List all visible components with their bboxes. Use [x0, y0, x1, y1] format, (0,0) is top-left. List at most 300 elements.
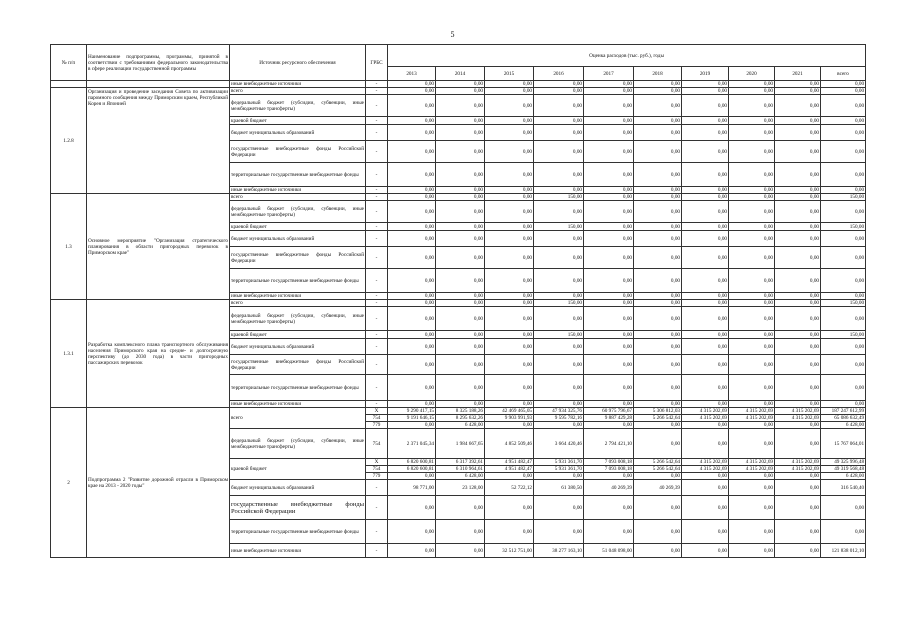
value-cell: 0,00 — [682, 544, 729, 558]
value-cell: 0,00 — [485, 88, 534, 95]
value-cell: 0,00 — [775, 401, 821, 408]
value-cell: 150,00 — [534, 331, 584, 339]
value-cell: 0,00 — [682, 375, 729, 401]
value-cell: 0,00 — [729, 247, 775, 269]
source-cell: федеральный бюджет (субсидии, субвенции, иные межбюджетные трансферты) — [230, 201, 366, 223]
value-cell: 0,00 — [775, 422, 821, 429]
value-cell: 0,00 — [436, 163, 485, 187]
value-cell: 0,00 — [584, 331, 634, 339]
value-cell: 0,00 — [388, 307, 436, 331]
source-cell: территориальные государственные внебюджетные фонды — [230, 375, 366, 401]
source-cell: бюджет муниципальных образований — [230, 231, 366, 247]
value-cell: 0,00 — [534, 375, 584, 401]
value-cell: 0,00 — [436, 95, 485, 117]
value-cell: 5 931 361,70 — [534, 459, 584, 466]
value-cell: 0,00 — [485, 331, 534, 339]
value-cell: 0,00 — [634, 355, 682, 375]
grbs-cell: - — [366, 81, 388, 88]
value-cell: 0,00 — [634, 520, 682, 544]
value-cell: 150,00 — [821, 194, 866, 201]
source-cell: государственные внебюджетные фонды Российской Федерации — [230, 355, 366, 375]
value-cell: 0,00 — [436, 231, 485, 247]
value-cell: 0,00 — [436, 339, 485, 355]
value-cell: 0,00 — [485, 375, 534, 401]
value-cell: 0,00 — [634, 307, 682, 331]
value-cell: 0,00 — [388, 293, 436, 300]
value-cell: 5 266 542,64 — [634, 466, 682, 473]
value-cell: 0,00 — [584, 163, 634, 187]
value-cell: 0,00 — [729, 520, 775, 544]
value-cell: 0,00 — [485, 247, 534, 269]
grbs-cell: - — [366, 163, 388, 187]
value-cell: 49 325 996,48 — [821, 459, 866, 466]
value-cell: 0,00 — [436, 355, 485, 375]
value-cell: 4 315 202,69 — [775, 415, 821, 422]
page-number: 5 — [450, 30, 455, 39]
value-cell: 0,00 — [821, 88, 866, 95]
grbs-cell: - — [366, 117, 388, 125]
grbs-cell: - — [366, 375, 388, 401]
value-cell: 0,00 — [682, 401, 729, 408]
value-cell: 0,00 — [821, 125, 866, 141]
value-cell: 0,00 — [775, 480, 821, 496]
value-cell: 0,00 — [485, 163, 534, 187]
value-cell: 0,00 — [485, 401, 534, 408]
value-cell: 0,00 — [682, 520, 729, 544]
value-cell: 0,00 — [388, 300, 436, 307]
value-cell: 0,00 — [388, 223, 436, 231]
grbs-cell: - — [366, 269, 388, 293]
value-cell: 4 315 202,69 — [729, 459, 775, 466]
value-cell: 0,00 — [729, 81, 775, 88]
value-cell: 8 325 188,26 — [436, 408, 485, 415]
value-cell: 6 428,00 — [436, 422, 485, 429]
value-cell: 0,00 — [485, 293, 534, 300]
value-cell: 0,00 — [634, 88, 682, 95]
value-cell: 0,00 — [584, 307, 634, 331]
table-row — [51, 81, 866, 88]
grbs-cell: 779 — [366, 422, 388, 429]
value-cell: 0,00 — [634, 117, 682, 125]
source-cell: государственные внебюджетные фонды Российской Федерации — [230, 141, 366, 163]
grbs-cell: - — [366, 355, 388, 375]
value-cell: 0,00 — [729, 401, 775, 408]
value-cell: 4 315 202,69 — [682, 459, 729, 466]
value-cell: 8 295 632,26 — [436, 415, 485, 422]
value-cell: 0,00 — [436, 223, 485, 231]
source-cell: государственные внебюджетные фонды Российской Федерации — [230, 247, 366, 269]
value-cell: 0,00 — [729, 496, 775, 520]
value-cell: 0,00 — [775, 331, 821, 339]
source-cell: всего — [230, 408, 366, 429]
value-cell: 0,00 — [485, 496, 534, 520]
value-cell: 0,00 — [775, 223, 821, 231]
source-cell: краевой бюджет — [230, 459, 366, 480]
value-cell: 0,00 — [682, 355, 729, 375]
value-cell: 0,00 — [682, 339, 729, 355]
value-cell: 5 931 361,70 — [534, 466, 584, 473]
section-number: 1.2.8 — [51, 88, 87, 194]
value-cell: 0,00 — [682, 496, 729, 520]
value-cell: 0,00 — [775, 429, 821, 459]
value-cell: 0,00 — [634, 496, 682, 520]
value-cell: 0,00 — [682, 125, 729, 141]
value-cell: 2 371 045,34 — [388, 429, 436, 459]
value-cell: 0,00 — [821, 187, 866, 194]
value-cell: 0,00 — [388, 141, 436, 163]
value-cell: 0,00 — [584, 293, 634, 300]
value-cell: 0,00 — [584, 247, 634, 269]
value-cell: 0,00 — [584, 194, 634, 201]
value-cell: 0,00 — [584, 117, 634, 125]
value-cell: 0,00 — [775, 231, 821, 247]
value-cell: 9 191 646,15 — [388, 415, 436, 422]
value-cell: 0,00 — [729, 375, 775, 401]
value-cell: 0,00 — [729, 480, 775, 496]
value-cell: 0,00 — [485, 141, 534, 163]
value-cell: 0,00 — [775, 201, 821, 223]
value-cell: 0,00 — [584, 520, 634, 544]
value-cell: 0,00 — [485, 269, 534, 293]
value-cell: 0,00 — [729, 125, 775, 141]
value-cell: 0,00 — [729, 422, 775, 429]
value-cell: 0,00 — [388, 331, 436, 339]
value-cell: 0,00 — [634, 473, 682, 480]
value-cell: 0,00 — [775, 194, 821, 201]
value-cell: 0,00 — [388, 544, 436, 558]
value-cell: 0,00 — [584, 95, 634, 117]
grbs-cell: - — [366, 307, 388, 331]
grbs-cell: - — [366, 231, 388, 247]
value-cell: 0,00 — [729, 269, 775, 293]
value-cell: 0,00 — [584, 339, 634, 355]
value-cell: 0,00 — [485, 473, 534, 480]
value-cell: 0,00 — [775, 247, 821, 269]
value-cell: 0,00 — [584, 300, 634, 307]
value-cell: 0,00 — [436, 194, 485, 201]
value-cell: 0,00 — [775, 300, 821, 307]
value-cell: 9 595 782,16 — [534, 415, 584, 422]
source-cell: федеральный бюджет (субсидии, субвенции, иные межбюджетные трансферты) — [230, 307, 366, 331]
value-cell: 0,00 — [584, 473, 634, 480]
value-cell: 0,00 — [584, 141, 634, 163]
value-cell: 0,00 — [388, 81, 436, 88]
value-cell: 150,00 — [821, 300, 866, 307]
value-cell: 0,00 — [436, 496, 485, 520]
value-cell: 0,00 — [682, 141, 729, 163]
value-cell: 0,00 — [534, 187, 584, 194]
value-cell: 0,00 — [584, 125, 634, 141]
source-cell: всего — [230, 300, 366, 307]
value-cell: 0,00 — [682, 231, 729, 247]
source-cell: иные внебюджетные источники — [230, 401, 366, 408]
value-cell: 0,00 — [436, 117, 485, 125]
value-cell: 0,00 — [682, 95, 729, 117]
value-cell: 61 380,50 — [534, 480, 584, 496]
value-cell: 9 887 429,28 — [584, 415, 634, 422]
value-cell: 0,00 — [485, 95, 534, 117]
value-cell: 4 315 202,69 — [729, 408, 775, 415]
value-cell: 0,00 — [534, 141, 584, 163]
value-cell: 51 048 098,00 — [584, 544, 634, 558]
value-cell: 0,00 — [682, 223, 729, 231]
value-cell: 0,00 — [775, 339, 821, 355]
value-cell: 0,00 — [821, 231, 866, 247]
value-cell: 4 315 202,69 — [729, 466, 775, 473]
value-cell: 150,00 — [534, 223, 584, 231]
value-cell: 0,00 — [388, 269, 436, 293]
value-cell: 0,00 — [584, 375, 634, 401]
value-cell: 0,00 — [821, 201, 866, 223]
value-cell: 0,00 — [388, 422, 436, 429]
value-cell: 0,00 — [485, 194, 534, 201]
section-number: 2 — [51, 408, 87, 558]
grbs-cell: - — [366, 194, 388, 201]
value-cell: 0,00 — [634, 269, 682, 293]
header-year: 2014 — [436, 67, 485, 81]
grbs-cell: - — [366, 223, 388, 231]
value-cell: 0,00 — [436, 141, 485, 163]
value-cell: 0,00 — [584, 201, 634, 223]
value-cell: 0,00 — [634, 422, 682, 429]
value-cell: 47 934 325,76 — [534, 408, 584, 415]
source-cell: иные внебюджетные источники — [230, 81, 366, 88]
value-cell: 121 838 012,10 — [821, 544, 866, 558]
value-cell: 4 315 202,69 — [775, 466, 821, 473]
value-cell: 0,00 — [682, 429, 729, 459]
section-number: 1.3.1 — [51, 300, 87, 408]
value-cell: 0,00 — [821, 496, 866, 520]
grbs-cell: 754 — [366, 429, 388, 459]
value-cell: 6 820 600,81 — [388, 459, 436, 466]
value-cell: 0,00 — [534, 81, 584, 88]
value-cell: 0,00 — [634, 187, 682, 194]
value-cell: 0,00 — [821, 339, 866, 355]
value-cell: 0,00 — [775, 293, 821, 300]
value-cell: 4 852 509,46 — [485, 429, 534, 459]
grbs-cell: - — [366, 480, 388, 496]
value-cell: 0,00 — [682, 480, 729, 496]
value-cell: 0,00 — [634, 141, 682, 163]
value-cell: 0,00 — [388, 401, 436, 408]
value-cell: 0,00 — [388, 231, 436, 247]
grbs-cell: - — [366, 339, 388, 355]
value-cell: 0,00 — [821, 401, 866, 408]
value-cell: 150,00 — [534, 194, 584, 201]
source-cell: всего — [230, 88, 366, 95]
source-cell: государственные внебюджетные фонды Российской Федерации — [230, 496, 366, 520]
value-cell: 7 093 008,18 — [584, 459, 634, 466]
value-cell: 0,00 — [485, 231, 534, 247]
value-cell: 0,00 — [436, 520, 485, 544]
value-cell: 0,00 — [534, 339, 584, 355]
value-cell: 0,00 — [729, 117, 775, 125]
value-cell: 0,00 — [388, 163, 436, 187]
value-cell: 0,00 — [485, 223, 534, 231]
value-cell: 0,00 — [729, 194, 775, 201]
value-cell: 6 428,00 — [821, 422, 866, 429]
value-cell: 0,00 — [775, 473, 821, 480]
value-cell: 0,00 — [729, 473, 775, 480]
value-cell: 0,00 — [682, 331, 729, 339]
value-cell: 15 767 064,01 — [821, 429, 866, 459]
value-cell: 0,00 — [729, 223, 775, 231]
value-cell: 0,00 — [634, 125, 682, 141]
value-cell: 150,00 — [534, 300, 584, 307]
grbs-cell: - — [366, 247, 388, 269]
value-cell: 0,00 — [534, 88, 584, 95]
source-cell: территориальные государственные внебюджетные фонды — [230, 269, 366, 293]
value-cell: 187 247 612,99 — [821, 408, 866, 415]
header-year: 2020 — [729, 67, 775, 81]
value-cell: 0,00 — [821, 520, 866, 544]
value-cell: 0,00 — [388, 125, 436, 141]
value-cell: 40 269,39 — [634, 480, 682, 496]
value-cell: 3 664 420,46 — [534, 429, 584, 459]
grbs-cell: 754 — [366, 415, 388, 422]
value-cell: 6 428,00 — [821, 473, 866, 480]
value-cell: 0,00 — [584, 231, 634, 247]
header-year: 2019 — [682, 67, 729, 81]
value-cell: 0,00 — [534, 125, 584, 141]
value-cell: 0,00 — [534, 95, 584, 117]
value-cell: 6 317 392,61 — [436, 459, 485, 466]
grbs-cell: 779 — [366, 473, 388, 480]
value-cell: 0,00 — [436, 293, 485, 300]
source-cell: краевой бюджет — [230, 223, 366, 231]
value-cell: 0,00 — [485, 117, 534, 125]
value-cell: 0,00 — [534, 293, 584, 300]
value-cell: 0,00 — [682, 117, 729, 125]
value-cell: 0,00 — [821, 95, 866, 117]
value-cell: 0,00 — [436, 88, 485, 95]
value-cell: 0,00 — [729, 300, 775, 307]
value-cell: 0,00 — [534, 422, 584, 429]
value-cell: 0,00 — [584, 269, 634, 293]
value-cell: 65 086 632,49 — [821, 415, 866, 422]
value-cell: 0,00 — [634, 81, 682, 88]
value-cell: 0,00 — [634, 375, 682, 401]
value-cell: 0,00 — [388, 520, 436, 544]
grbs-cell: - — [366, 141, 388, 163]
value-cell: 0,00 — [584, 187, 634, 194]
value-cell: 0,00 — [821, 81, 866, 88]
value-cell: 0,00 — [634, 95, 682, 117]
value-cell: 0,00 — [584, 88, 634, 95]
value-cell: 0,00 — [388, 88, 436, 95]
value-cell: 0,00 — [388, 247, 436, 269]
value-cell: 0,00 — [682, 201, 729, 223]
value-cell: 9 903 991,93 — [485, 415, 534, 422]
value-cell: 0,00 — [388, 339, 436, 355]
value-cell: 4 315 202,69 — [682, 408, 729, 415]
value-cell: 0,00 — [534, 269, 584, 293]
value-cell: 0,00 — [534, 401, 584, 408]
header-num: № п/п — [51, 45, 87, 81]
grbs-cell: - — [366, 125, 388, 141]
value-cell: 23 128,00 — [436, 480, 485, 496]
value-cell: 0,00 — [634, 429, 682, 459]
value-cell: 316 540,40 — [821, 480, 866, 496]
value-cell: 0,00 — [388, 201, 436, 223]
header-grbs: ГРБС — [366, 45, 388, 81]
value-cell: 0,00 — [682, 293, 729, 300]
value-cell: 0,00 — [729, 231, 775, 247]
value-cell: 0,00 — [436, 307, 485, 331]
value-cell: 0,00 — [436, 544, 485, 558]
value-cell: 0,00 — [388, 496, 436, 520]
value-cell: 0,00 — [821, 141, 866, 163]
header-year: 2013 — [388, 67, 436, 81]
grbs-cell: 754 — [366, 466, 388, 473]
grbs-cell: - — [366, 520, 388, 544]
value-cell: 0,00 — [634, 339, 682, 355]
value-cell: 4 315 202,69 — [729, 415, 775, 422]
value-cell: 0,00 — [729, 307, 775, 331]
grbs-cell: - — [366, 88, 388, 95]
value-cell: 2 794 421,10 — [584, 429, 634, 459]
value-cell: 0,00 — [682, 88, 729, 95]
value-cell: 0,00 — [436, 125, 485, 141]
header-year: 2016 — [534, 67, 584, 81]
value-cell: 0,00 — [534, 307, 584, 331]
value-cell: 0,00 — [682, 163, 729, 187]
value-cell: 4 315 202,69 — [682, 415, 729, 422]
value-cell: 0,00 — [634, 201, 682, 223]
value-cell: 0,00 — [634, 401, 682, 408]
header-estimate: Оценка расходов (тыс. руб.), годы — [388, 45, 866, 67]
value-cell: 0,00 — [534, 231, 584, 247]
value-cell: 0,00 — [534, 355, 584, 375]
value-cell: 0,00 — [821, 163, 866, 187]
value-cell: 0,00 — [388, 355, 436, 375]
value-cell: 0,00 — [729, 355, 775, 375]
value-cell: 0,00 — [634, 247, 682, 269]
header-year: 2015 — [485, 67, 534, 81]
source-cell: краевой бюджет — [230, 117, 366, 125]
value-cell: 0,00 — [775, 544, 821, 558]
source-cell: иные внебюджетные источники — [230, 187, 366, 194]
value-cell: 0,00 — [485, 307, 534, 331]
value-cell: 0,00 — [729, 293, 775, 300]
value-cell: 0,00 — [775, 496, 821, 520]
value-cell: 32 512 751,00 — [485, 544, 534, 558]
value-cell: 0,00 — [388, 187, 436, 194]
value-cell: 0,00 — [775, 88, 821, 95]
value-cell: 0,00 — [534, 473, 584, 480]
table-row — [51, 88, 866, 95]
value-cell: 98 771,00 — [388, 480, 436, 496]
value-cell: 0,00 — [534, 163, 584, 187]
grbs-cell: - — [366, 331, 388, 339]
value-cell: 40 269,39 — [584, 480, 634, 496]
value-cell: 0,00 — [634, 194, 682, 201]
table-row — [51, 408, 866, 415]
grbs-cell: - — [366, 544, 388, 558]
value-cell: 4 315 202,69 — [775, 459, 821, 466]
value-cell: 0,00 — [682, 194, 729, 201]
value-cell: 5 266 542,64 — [634, 459, 682, 466]
value-cell: 0,00 — [729, 544, 775, 558]
value-cell: 0,00 — [775, 187, 821, 194]
value-cell: 0,00 — [388, 117, 436, 125]
value-cell: 0,00 — [436, 331, 485, 339]
grbs-cell: - — [366, 300, 388, 307]
source-cell: федеральный бюджет (субсидии, субвенции, иные межбюджетные трансферты) — [230, 429, 366, 459]
value-cell: 0,00 — [584, 496, 634, 520]
source-cell: бюджет муниципальных образований — [230, 480, 366, 496]
value-cell: 0,00 — [821, 375, 866, 401]
